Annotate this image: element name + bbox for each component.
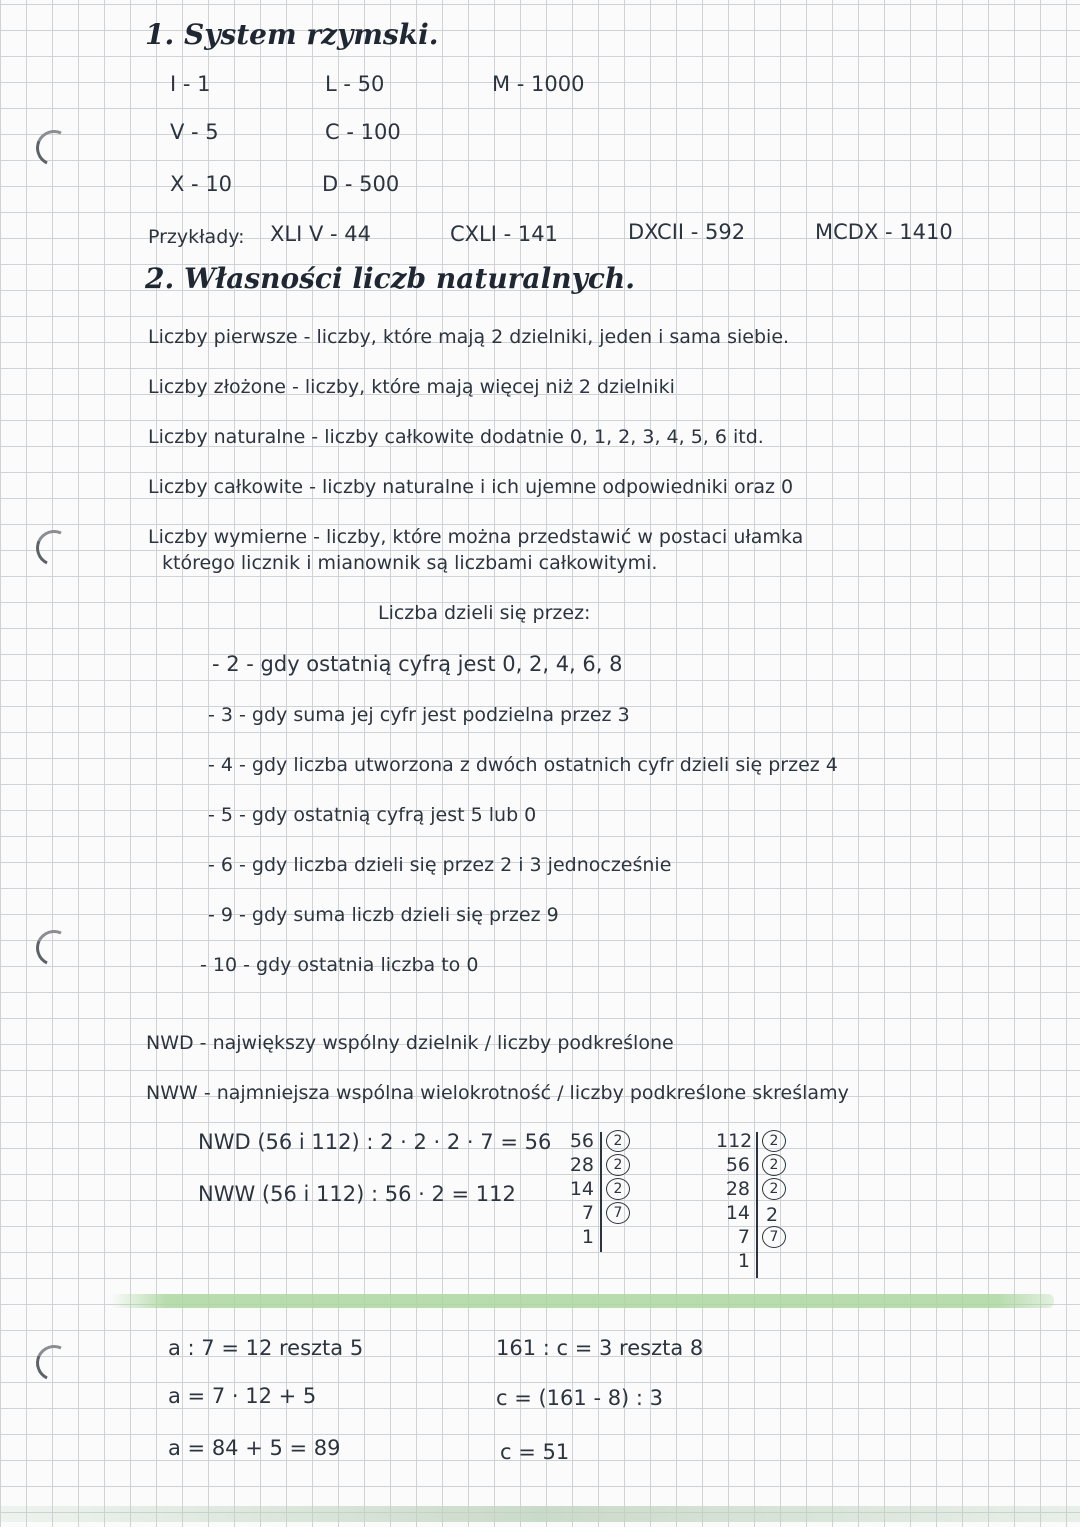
remainder-left-2: a = 7 · 12 + 5 (168, 1384, 317, 1408)
rule-5: - 5 - gdy ostatnią cyfrą jest 5 lub 0 (208, 804, 537, 826)
definition-integer: Liczby całkowite - liczby naturalne i ich ujemne odpowiedniki oraz 0 (148, 476, 794, 498)
numeral-l: L - 50 (325, 72, 385, 96)
fact-56-divisor: 2 (606, 1178, 630, 1200)
remainder-left-3: a = 84 + 5 = 89 (168, 1436, 341, 1460)
definition-composite: Liczby złożone - liczby, które mają więcej niż 2 dzielniki (148, 376, 675, 398)
examples-label: Przykłady: (148, 226, 245, 248)
nww-definition: NWW - najmniejsza wspólna wielokrotność / liczby podkreślone skreślamy (146, 1082, 849, 1104)
remainder-left-1: a : 7 = 12 reszta 5 (168, 1336, 364, 1360)
section-2-title: 2. Własności liczb naturalnych. (145, 262, 635, 295)
fact-56-divisor: 7 (606, 1202, 630, 1224)
punch-hole (31, 1340, 77, 1386)
definition-prime: Liczby pierwsze - liczby, które mają 2 dzielniki, jeden i sama siebie. (148, 326, 790, 348)
fact-112-value: 7 (737, 1226, 750, 1248)
remainder-right-2: c = (161 - 8) : 3 (496, 1386, 664, 1410)
example-1: XLI V - 44 (270, 222, 371, 246)
definition-natural: Liczby naturalne - liczby całkowite dodatnie 0, 1, 2, 3, 4, 5, 6 itd. (148, 426, 764, 448)
fact-112-value: 28 (725, 1178, 750, 1200)
highlighter-stripe (110, 1294, 1054, 1308)
nwd-definition: NWD - największy wspólny dzielnik / liczby podkreślone (146, 1032, 674, 1054)
fact-56-value: 1 (581, 1226, 594, 1248)
fact-56-value: 28 (569, 1154, 594, 1176)
fact-56-divisor: 2 (606, 1154, 630, 1176)
fact-112-divisor: 2 (762, 1154, 786, 1176)
rule-6: - 6 - gdy liczba dzieli się przez 2 i 3 jednocześnie (208, 854, 672, 876)
fact-112-value: 56 (725, 1154, 750, 1176)
rule-4: - 4 - gdy liczba utworzona z dwóch ostatnich cyfr dzieli się przez 4 (208, 754, 838, 776)
punch-hole (31, 925, 77, 971)
punch-hole (31, 125, 77, 171)
rule-2: - 2 - gdy ostatnią cyfrą jest 0, 2, 4, 6, 8 (212, 652, 623, 676)
example-3: DXCII - 592 (628, 220, 746, 244)
section-1-title: 1. System rzymski. (145, 18, 439, 51)
nwd-calculation: NWD (56 i 112) : 2 · 2 · 2 · 7 = 56 (198, 1130, 552, 1154)
division-line (756, 1132, 758, 1278)
fact-56-value: 14 (569, 1178, 594, 1200)
fact-112-value: 112 (716, 1130, 753, 1152)
definition-rational-cont: którego licznik i mianownik są liczbami całkowitymi. (162, 552, 658, 574)
punch-hole (31, 525, 77, 571)
fact-56-divisor: 2 (606, 1130, 630, 1152)
division-line (600, 1132, 602, 1252)
fact-56-value: 7 (581, 1202, 594, 1224)
numeral-i: I - 1 (170, 72, 211, 96)
rule-10: - 10 - gdy ostatnia liczba to 0 (200, 954, 479, 976)
rule-3: - 3 - gdy suma jej cyfr jest podzielna przez 3 (208, 704, 630, 726)
remainder-right-3: c = 51 (500, 1440, 570, 1464)
fact-112-divisor: 2 (762, 1130, 786, 1152)
example-4: MCDX - 1410 (815, 220, 953, 244)
numeral-c: C - 100 (325, 120, 401, 144)
fact-112-value: 14 (725, 1202, 750, 1224)
nww-calculation: NWW (56 i 112) : 56 · 2 = 112 (198, 1182, 516, 1206)
bottom-stripe (0, 1506, 1080, 1522)
fact-112-value: 1 (737, 1250, 750, 1272)
fact-56-value: 56 (569, 1130, 594, 1152)
numeral-d: D - 500 (322, 172, 400, 196)
fact-112-divisor: 2 (762, 1178, 786, 1200)
remainder-right-1: 161 : c = 3 reszta 8 (496, 1336, 704, 1360)
divisibility-header: Liczba dzieli się przez: (378, 602, 591, 624)
fact-112-divisor: 7 (762, 1226, 786, 1248)
numeral-x: X - 10 (170, 172, 233, 196)
numeral-m: M - 1000 (492, 72, 585, 96)
rule-9: - 9 - gdy suma liczb dzieli się przez 9 (208, 904, 559, 926)
fact-112-divisor: 2 (766, 1204, 779, 1226)
definition-rational: Liczby wymierne - liczby, które można przedstawić w postaci ułamka (148, 526, 804, 548)
numeral-v: V - 5 (170, 120, 219, 144)
example-2: CXLI - 141 (450, 222, 558, 246)
